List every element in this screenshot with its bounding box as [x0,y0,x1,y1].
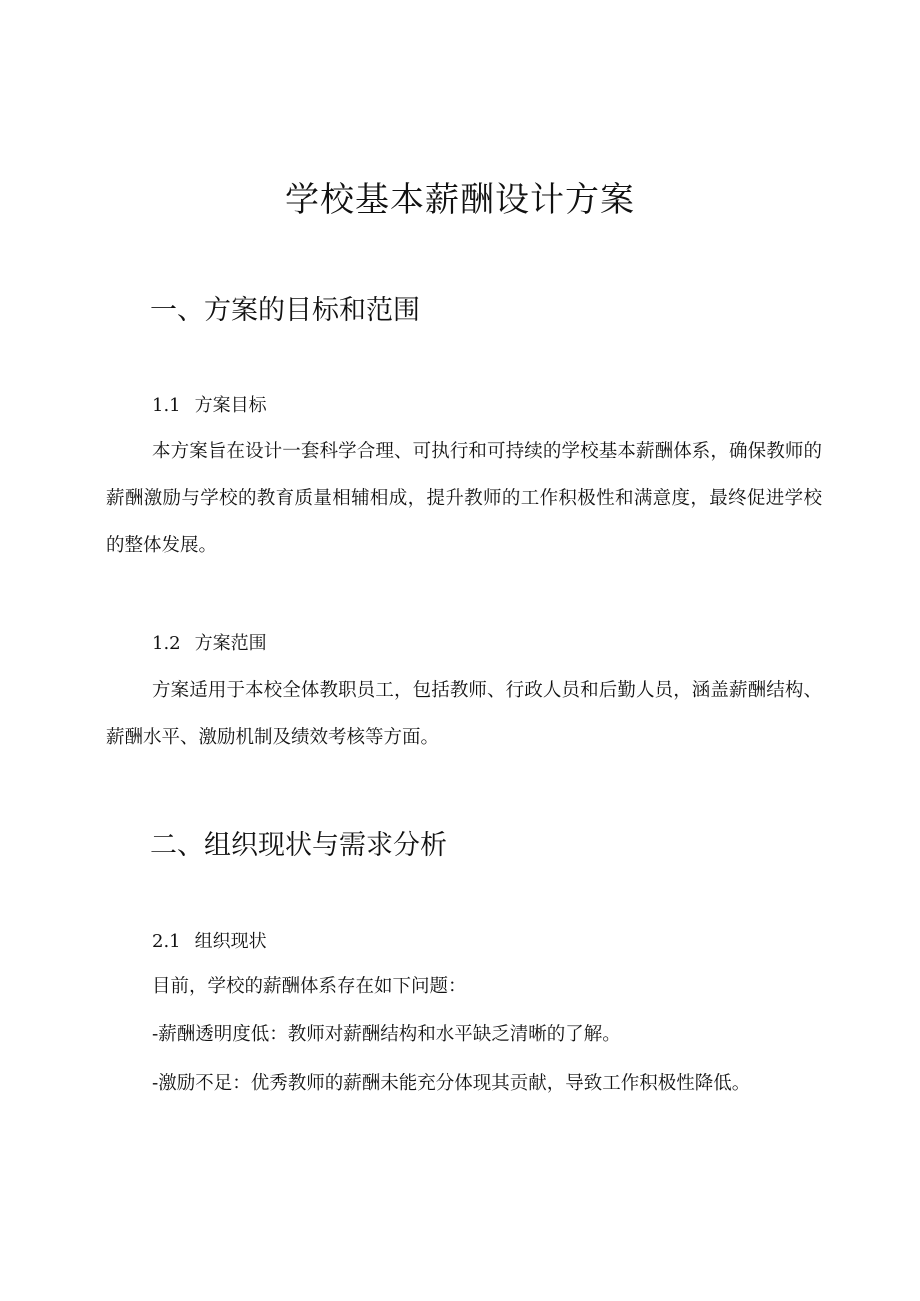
subsection-2-1-heading [152,928,267,956]
subsection-number: 1.1 [152,395,181,416]
paragraph-scope: 方案适用于本校全体教职员工，包括教师、行政人员和后勤人员，涵盖薪酬结构、薪酬水平、激励机制及绩效考核等方面。 [106,680,822,748]
list-item: -激励不足：优秀教师的薪酬未能充分体现其贡献，导致工作积极性降低。 [152,1073,751,1094]
section-1-heading: 一、方案的目标和范围 [150,295,420,326]
subsection-number: 1.2 [152,633,181,654]
subsection-1-1-heading [152,392,267,420]
section-2-heading: 二、组织现状与需求分析 [150,830,447,861]
status-intro: 目前，学校的薪酬体系存在如下问题： [152,976,467,997]
subsection-1-2-heading [152,630,267,658]
subsection-label: 方案目标 [194,395,267,416]
subsection-label: 组织现状 [194,931,267,952]
list-item: -薪酬透明度低：教师对薪酬结构和水平缺乏清晰的了解。 [152,1024,621,1045]
paragraph-goal: 本方案旨在设计一套科学合理、可执行和可持续的学校基本薪酬体系，确保教师的薪酬激励与学校的教育质量相辅相成，提升教师的工作积极性和满意度，最终促进学校的整体发展。 [106,441,822,556]
document-title: 学校基本薪酬设计方案 [285,180,635,220]
subsection-label: 方案范围 [194,633,267,654]
subsection-number: 2.1 [152,931,181,952]
